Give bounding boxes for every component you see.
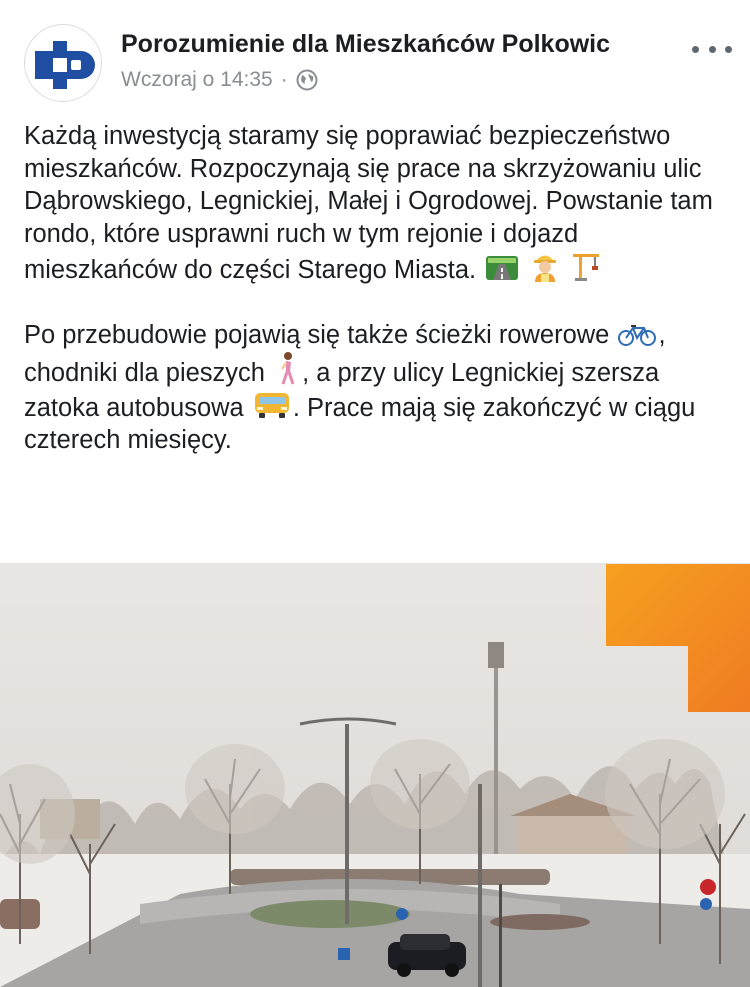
crane-emoji — [571, 250, 601, 282]
post-paragraph-1 — [24, 120, 730, 287]
dot — [709, 46, 716, 53]
post-paragraph-2 — [24, 319, 730, 457]
roundabout-photo — [0, 564, 750, 987]
page-avatar[interactable] — [24, 24, 102, 102]
paragraph-2-part-3: , a przy ulicy Legnickiej szersza zatoka autobusowa — [24, 359, 660, 422]
globe-icon[interactable] — [296, 69, 318, 91]
post-header — [0, 0, 750, 110]
dot — [692, 46, 699, 53]
construction-worker-emoji — [530, 250, 560, 282]
woman-walking-emoji — [274, 351, 300, 385]
post-timestamp[interactable]: Wczoraj o 14:35 — [121, 68, 273, 91]
minibus-emoji — [253, 390, 291, 420]
page-name[interactable]: Porozumienie dla Mieszkańców Polkowic — [121, 30, 611, 58]
meta-separator: · — [280, 68, 288, 91]
paragraph-2-part-1: Po przebudowie pojawią się także ścieżki rowerowe — [24, 320, 610, 349]
more-options-button[interactable] — [692, 34, 732, 64]
bicycle-emoji — [618, 321, 656, 347]
paragraph-2-part-4: . Prace mają się zakończyć w ciągu czterech miesięcy. — [24, 393, 696, 454]
dot — [725, 46, 732, 53]
post-text — [24, 120, 730, 457]
paragraph-1-text: Każdą inwestycją staramy się poprawiać bezpieczeństwo mieszkańców. Rozpoczynają się prace na skrzyżowaniu ulic Dąbrowskiego, Legnickiej, Małej i Ogrodowej. Powstanie tam rondo, które usprawni ruch w tym rejonie i dojazd mieszkańców do części Starego Miasta. — [24, 122, 713, 284]
post-photo[interactable] — [0, 563, 750, 987]
logo-icon — [25, 25, 102, 102]
paragraph-2-part-2: , chodniki dla pieszych — [24, 320, 666, 387]
post-meta — [121, 68, 318, 92]
motorway-emoji — [485, 252, 519, 282]
